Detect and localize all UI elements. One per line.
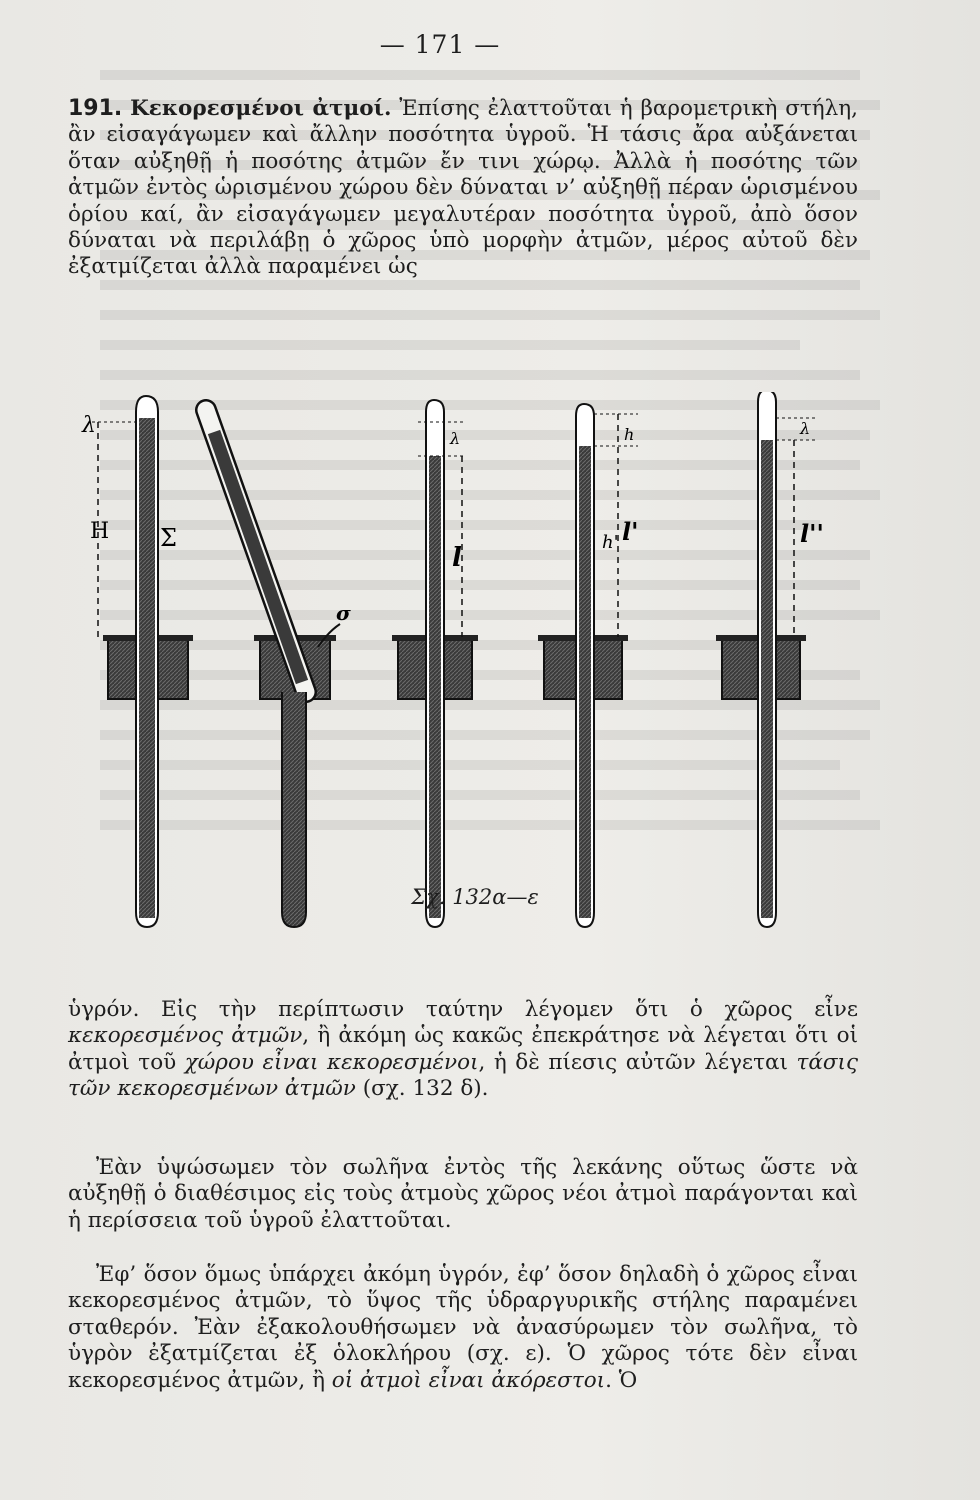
- label-lambda-e: λ: [800, 419, 811, 438]
- mercury-column-e: [761, 440, 773, 918]
- emphasis-vapor-pressure: τάσις τῶν κεκορεσμένων ἀτμῶν: [68, 1049, 859, 1102]
- label-lambda: λ: [82, 413, 96, 438]
- mercury-column-b: [214, 432, 302, 682]
- label-h-prime: h': [602, 532, 619, 553]
- paragraph-4: [68, 1262, 858, 1394]
- text-run: . Ὁ: [605, 1367, 638, 1393]
- mercury-column-a: [139, 418, 155, 918]
- label-l-double-prime: l'': [800, 519, 824, 548]
- text-run: Ἐφ’ ὅσον ὅμως ὑπάρχει ἀκόμη ὑγρόν, ἐφ’ ὅσον δηλαδὴ ὁ χῶρος εἶναι κεκορεσμένος ἀτμῶν, τὸ ὕψος τῆς ὑδραργυρικῆς στήλης παραμένει σταθερόν. Ἐὰν ἐξακολουθήσωμεν νὰ ἀνασύρωμεν τὸν σωλῆνα, τὸ ὑγρὸν ἐξατμίζεται ἐξ ὁλοκλήρου (σχ. ε). Ὁ χῶρος τότε δὲν εἶναι κεκορεσμένος ἀτμῶν, ἢ: [68, 1262, 858, 1393]
- paragraph-2: [68, 997, 858, 1103]
- text-run: , ἢ ἀκόμη ὡς κακῶς ἐπεκράτησε νὰ λέγεται ὅτι οἱ ἀτμοὶ τοῦ: [68, 1023, 858, 1075]
- emphasis-saturated: κεκορεσμένος ἀτμῶν: [68, 1023, 303, 1049]
- label-sigma: σ: [336, 601, 351, 625]
- section-191-paragraph: [68, 96, 858, 281]
- emphasis-saturated-vapors: χώρου εἶναι κεκορεσμένοι: [184, 1049, 479, 1075]
- section-text: Ἐπίσης ἐλαττοῦται ἡ βαρομετρικὴ στήλη, ἂν εἰσαγάγωμεν καὶ ἄλλην ποσότητα ὑγροῦ. Ἡ τάσις ἄρα αὐξάνεται ὅταν αὐξηθῇ ἡ ποσότης ἀτμῶν ἔν τινι χώρῳ. Ἀλλὰ ἡ ποσότης τῶν ἀτμῶν ἐντὸς ὡρισμένου χώρου δὲν δύναται ν’ αὐξηθῇ πέραν ὡρισμένου ὁρίου καί, ἂν εἰσαγάγωμεν μεγαλυτέραν ποσότητα ὑγροῦ, ἀπὸ ὅσον δύναται νὰ περιλάβῃ ὁ χῶρος ὑπὸ μορφὴν ἀτμῶν, μέρος αὐτοῦ δὲν ἐξατμίζεται ἀλλὰ παραμένει ὡς: [68, 96, 858, 280]
- emphasis-unsaturated: οἱ ἀτμοὶ εἶναι ἀκόρεστοι: [331, 1367, 606, 1393]
- figure-132-barometer-tubes: [78, 392, 838, 952]
- section-number: 191.: [68, 96, 123, 121]
- tube-b: [206, 410, 351, 927]
- tube-a: [81, 396, 193, 927]
- tube-c: [392, 400, 478, 927]
- section-title: Κεκορεσμένοι ἀτμοί.: [130, 96, 392, 121]
- label-sigma-cap: Σ: [160, 524, 177, 552]
- text-run: ὑγρόν. Εἰς τὴν περίπτωσιν ταύτην λέγομεν ὅτι ὁ χῶρος εἶνε: [68, 997, 858, 1022]
- tube-e: [716, 392, 824, 927]
- text-run: Ἐὰν ὑψώσωμεν τὸν σωλῆνα ἐντὸς τῆς λεκάνης οὕτως ὥστε νὰ αὐξηθῇ ὁ διαθέσιμος εἰς τοὺς ἀτμοὺς χῶρος νέοι ἀτμοὶ παράγονται καὶ ἡ περίσσεια τοῦ ὑγροῦ ἐλαττοῦται.: [68, 1155, 858, 1233]
- page-number: — 171 —: [379, 30, 501, 59]
- mercury-column-c: [429, 456, 441, 918]
- text-run: , ἡ δὲ πίεσις αὐτῶν λέγεται: [478, 1049, 797, 1075]
- label-eta: Η: [90, 519, 110, 544]
- label-h: h: [624, 425, 635, 444]
- label-l: l: [452, 543, 462, 573]
- label-l-prime: l': [622, 517, 639, 546]
- text-run: (σχ. 132 δ).: [355, 1076, 489, 1102]
- paragraph-3: [68, 1155, 858, 1234]
- tube-d: [538, 404, 638, 927]
- mercury-column-d: [579, 446, 591, 918]
- figure-caption: Σχ. 132α—ε: [411, 885, 539, 909]
- label-lambda-c: λ: [450, 429, 461, 448]
